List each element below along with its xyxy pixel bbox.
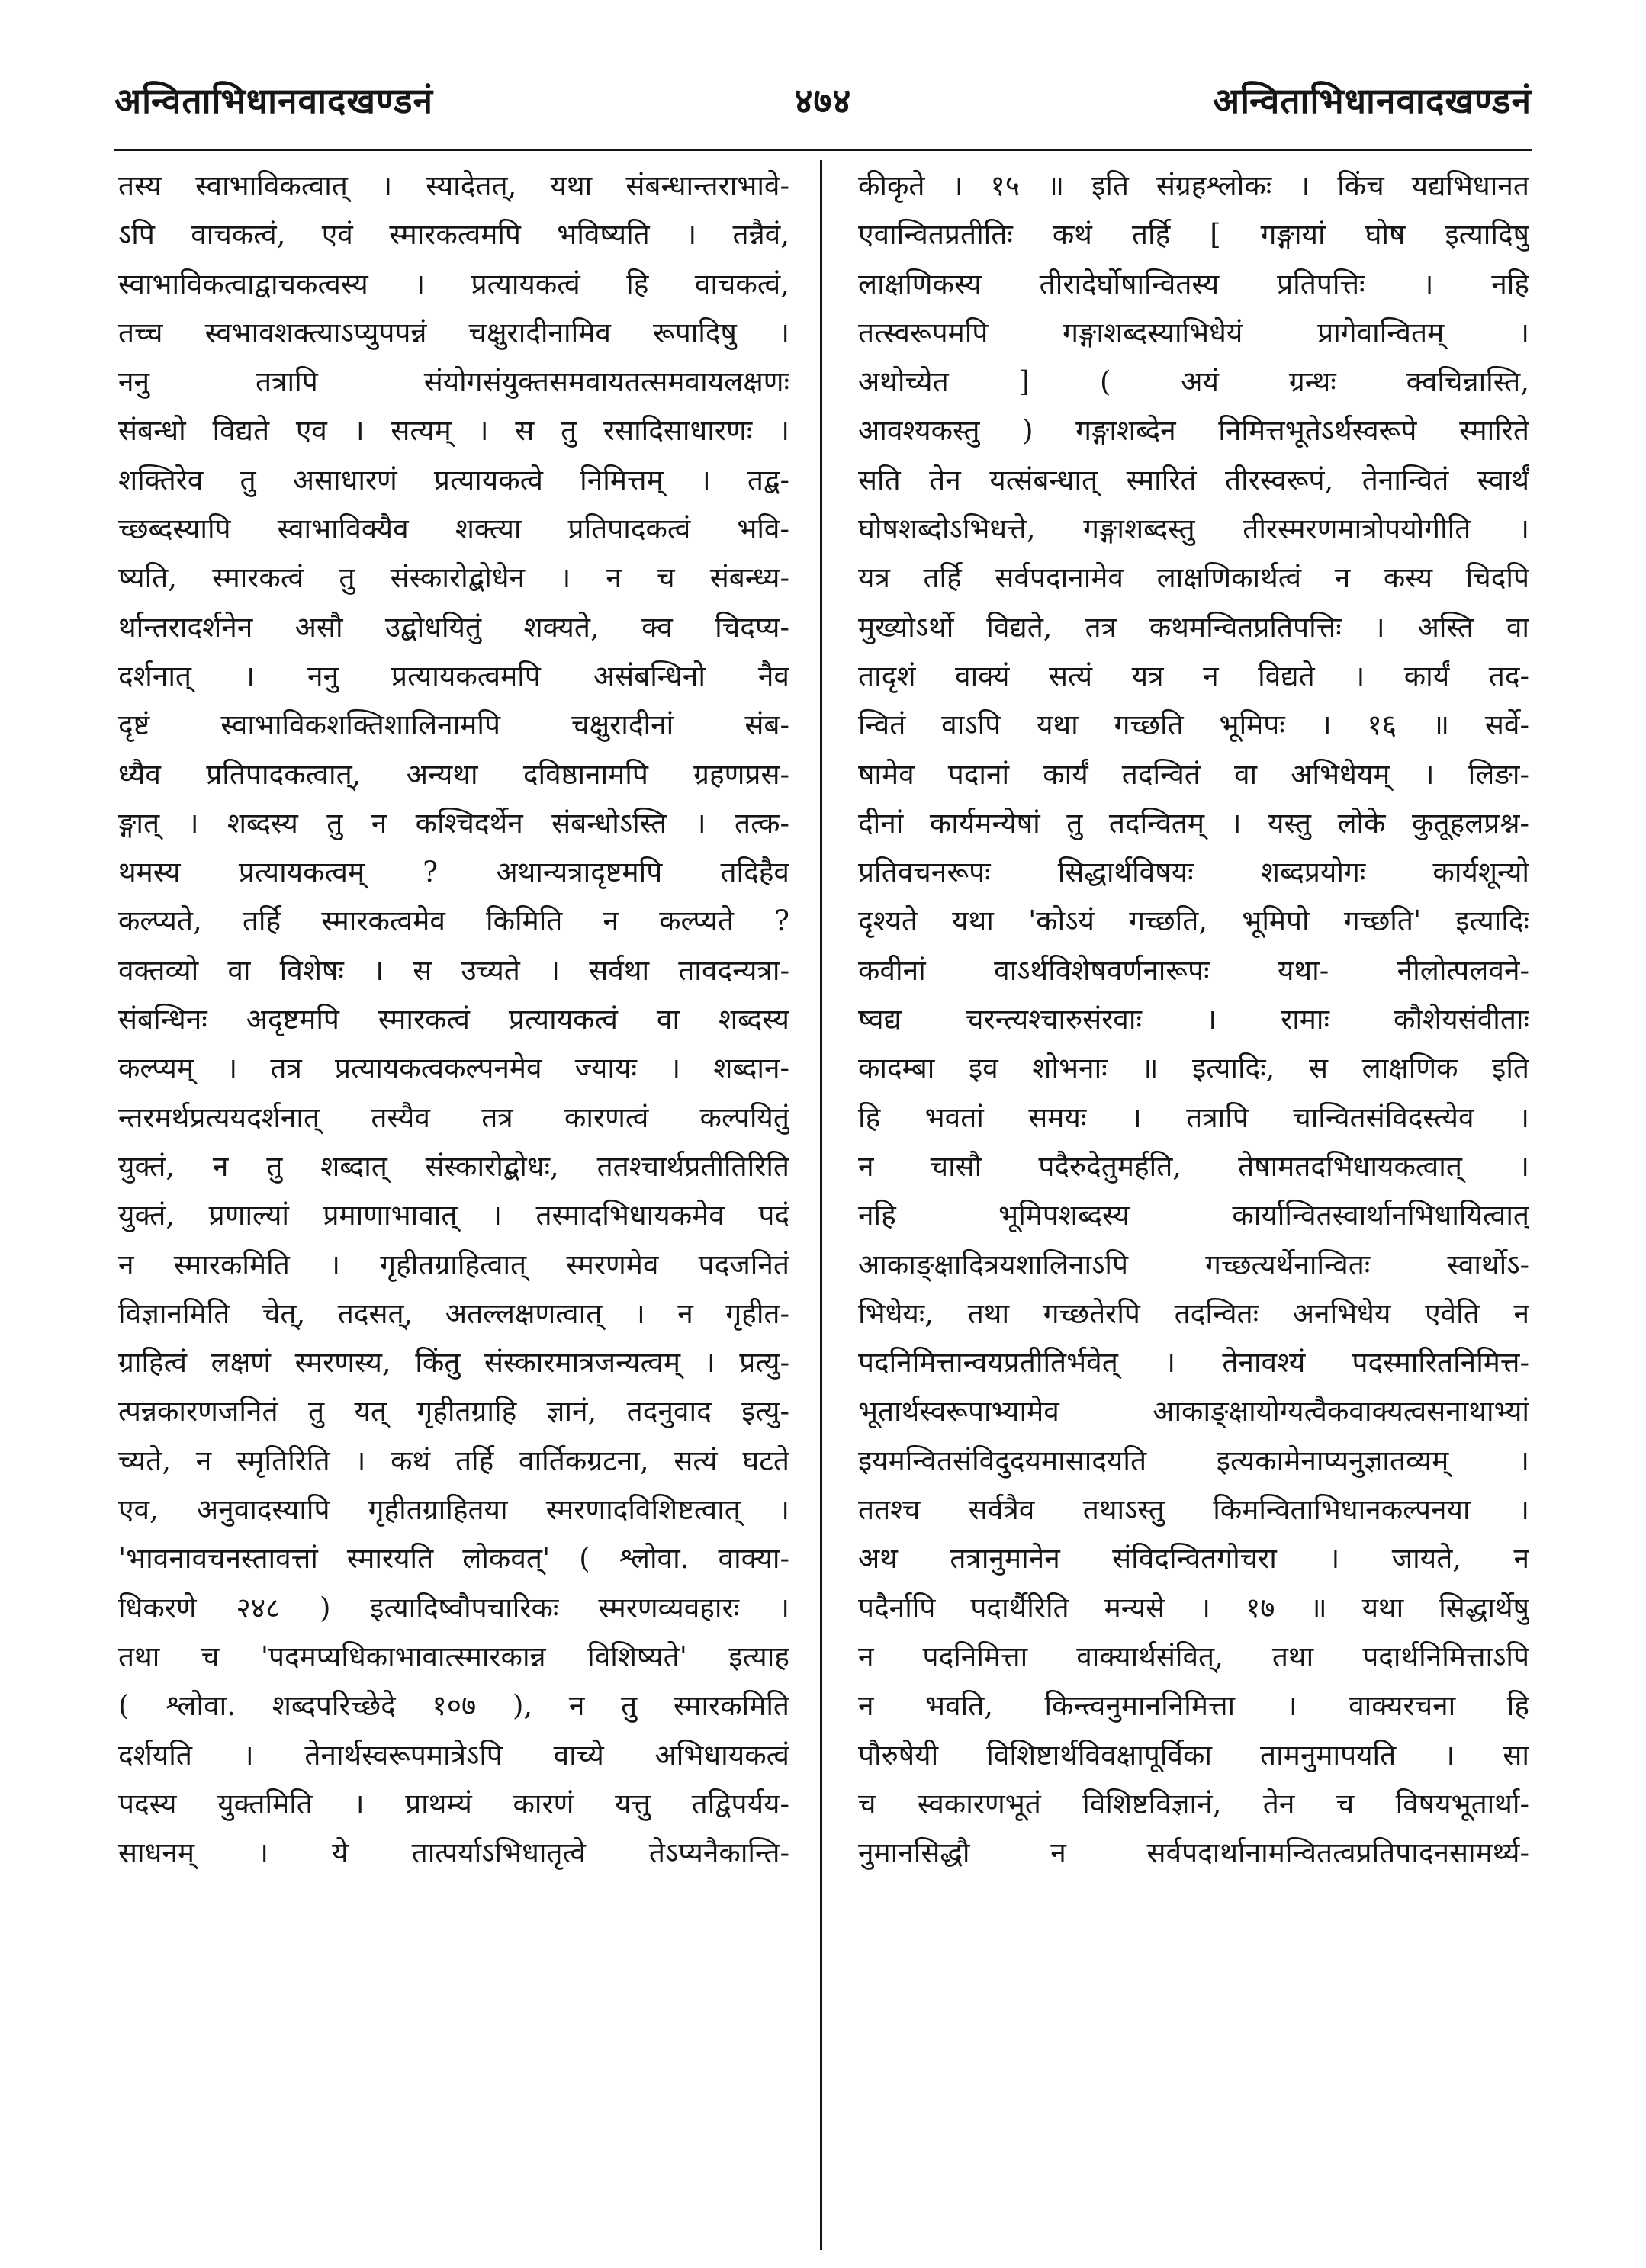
text-line: सति तेन यत्संबन्धात् स्मारितं तीरस्वरूपं, तेनान्वितं स्वार्थं <box>858 463 1529 496</box>
text-line: नहि भूमिपशब्दस्य कार्यान्वितस्वार्थानभिधायित्वात् <box>858 1199 1529 1232</box>
text-line: कल्प्यते, तर्हि स्मारकत्वमेव किमिति न कल्प्यते ? <box>118 904 789 938</box>
text-line: आवश्यकस्तु ) गङ्गाशब्देन निमित्तभूतेऽर्थस्वरूपे स्मारिते <box>858 414 1529 448</box>
text-line: थमस्य प्रत्यायकत्वम् ? अथान्यत्रादृष्टमपि तदिहैव <box>118 856 789 889</box>
text-line: न स्मारकमिति । गृहीतग्राहित्वात् स्मरणमेव पदजनितं <box>118 1248 789 1281</box>
text-line: तादृशं वाक्यं सत्यं यत्र न विद्यते । कार्यं तद- <box>858 659 1529 692</box>
left-column <box>118 162 789 2251</box>
text-line: ष्यति, स्मारकत्वं तु संस्कारोद्बोधेन । न च संबन्ध्य- <box>118 561 789 595</box>
page-header <box>0 0 1646 153</box>
text-line: दीनां कार्यमन्येषां तु तदन्वितम् । यस्तु लोके कुतूहलप्रश्न- <box>858 806 1529 840</box>
right-column <box>858 162 1529 2251</box>
text-line: दृष्टं स्वाभाविकशक्तिशालिनामपि चक्षुरादीनां संब- <box>118 708 789 742</box>
text-line: संबन्धो विद्यते एव । सत्यम् । स तु रसादिसाधारणः । <box>118 414 789 448</box>
text-line: दृश्यते यथा 'कोऽयं गच्छति, भूमिपो गच्छति' इत्यादिः <box>858 904 1529 938</box>
text-line: न पदनिमित्ता वाक्यार्थसंवित्, तथा पदार्थनिमित्ताऽपि <box>858 1640 1529 1673</box>
text-line: न चासौ पदैरुदेतुमर्हति, तेषामतदभिधायकत्वात् । <box>858 1149 1529 1183</box>
text-line: न्तरमर्थप्रत्ययदर्शनात् तस्यैव तत्र कारणत्वं कल्पयितुं <box>118 1100 789 1134</box>
page-number: ४७४ <box>794 80 852 121</box>
text-line: स्वाभाविकत्वाद्वाचकत्वस्य । प्रत्यायकत्वं हि वाचकत्वं, <box>118 267 789 300</box>
text-line: तत्स्वरूपमपि गङ्गाशब्दस्याभिधेयं प्रागेवान्वितम् । <box>858 316 1529 349</box>
text-line: वक्तव्यो वा विशेषः । स उच्यते । सर्वथा तावदन्यत्रा- <box>118 953 789 987</box>
text-line: ध्यैव प्रतिपादकत्वात्, अन्यथा दविष्ठानामपि ग्रहणप्रस- <box>118 757 789 791</box>
text-line: ततश्च सर्वत्रैव तथाऽस्तु किमन्विताभिधानकल्पनया । <box>858 1493 1529 1527</box>
text-line: शक्तिरेव तु असाधारणं प्रत्यायकत्वे निमित्तम् । तद्ब- <box>118 463 789 496</box>
text-line: विज्ञानमिति चेत्, तदसत्, अतल्लक्षणत्वात् । न गृहीत- <box>118 1296 789 1330</box>
text-line: मुख्योऽर्थो विद्यते, तत्र कथमन्वितप्रतिपत्तिः । अस्ति वा <box>858 610 1529 644</box>
text-line: कादम्बा इव शोभनाः ॥ इत्यादिः, स लाक्षणिक इति <box>858 1052 1529 1085</box>
text-line: ( श्लोवा. शब्दपरिच्छेदे १०७ ), न तु स्मारकमिति <box>118 1689 789 1723</box>
text-line: पदैर्नापि पदार्थैरिति मन्यसे । १७ ॥ यथा सिद्धार्थेषु <box>858 1591 1529 1624</box>
text-line: घोषशब्दोऽभिधत्ते, गङ्गाशब्दस्तु तीरस्मरणमात्रोपयोगीति । <box>858 512 1529 546</box>
text-line: आकाङ्क्षादित्रयशालिनाऽपि गच्छत्यर्थेनान्वितः स्वार्थोऽ- <box>858 1248 1529 1281</box>
text-line: ग्राहित्वं लक्षणं स्मरणस्य, किंतु संस्कारमात्रजन्यत्वम् । प्रत्यु- <box>118 1346 789 1380</box>
text-line: 'भावनावचनस्तावत्तां स्मारयति लोकवत्' ( श्लोवा. वाक्या- <box>118 1542 789 1576</box>
text-line: लाक्षणिकस्य तीरादेर्घोषान्वितस्य प्रतिपत्तिः । नहि <box>858 267 1529 300</box>
text-line: धिकरणे २४८ ) इत्यादिष्वौपचारिकः स्मरणव्यवहारः । <box>118 1591 789 1624</box>
text-line: पदस्य युक्तमिति । प्राथम्यं कारणं यत्तु तद्विपर्यय- <box>118 1787 789 1820</box>
text-line: ऽपि वाचकत्वं, एवं स्मारकत्वमपि भविष्यति । तन्नैवं, <box>118 218 789 252</box>
running-head-right: अन्विताभिधानवादखण्डनं <box>1212 80 1532 121</box>
text-line: ननु तत्रापि संयोगसंयुक्तसमवायतत्समवायलक्षणः <box>118 365 789 399</box>
text-line: प्रतिवचनरूपः सिद्धार्थविषयः शब्दप्रयोगः कार्यशून्यो <box>858 856 1529 889</box>
text-line: तथा च 'पदमप्यधिकाभावात्स्मारकान्न विशिष्यते' इत्याह <box>118 1640 789 1673</box>
text-line: साधनम् । ये तात्पर्याऽभिधातृत्वे तेऽप्यनैकान्ति- <box>118 1836 789 1870</box>
text-line: र्थान्तरादर्शनेन असौ उद्बोधयितुं शक्यते, क्व चिदप्य- <box>118 610 789 644</box>
header-rule <box>114 149 1532 151</box>
text-line: भूतार्थस्वरूपाभ्यामेव आकाङ्क्षायोग्यत्वैकवाक्यत्वसनाथाभ्यां <box>858 1395 1529 1428</box>
text-line: च स्वकारणभूतं विशिष्टविज्ञानं, तेन च विषयभूतार्था- <box>858 1787 1529 1820</box>
text-line: संबन्धिनः अदृष्टमपि स्मारकत्वं प्रत्यायकत्वं वा शब्दस्य <box>118 1003 789 1036</box>
text-line: ष्वद्य चरन्त्यश्चारुसंरवाः । रामाः कौशेयसंवीताः <box>858 1003 1529 1036</box>
text-line: युक्तं, प्रणाल्यां प्रमाणाभावात् । तस्मादभिधायकमेव पदं <box>118 1199 789 1232</box>
text-line: च्छब्दस्यापि स्वाभाविक्यैव शक्त्या प्रतिपादकत्वं भवि- <box>118 512 789 546</box>
text-line: षामेव पदानां कार्यं तदन्वितं वा अभिधेयम् । लिङा- <box>858 757 1529 791</box>
text-line: पौरुषेयी विशिष्टार्थविवक्षापूर्विका तामनुमापयति । सा <box>858 1738 1529 1772</box>
text-line: युक्तं, न तु शब्दात् संस्कारोद्बोधः, ततश्चार्थप्रतीतिरिति <box>118 1149 789 1183</box>
column-divider <box>820 160 822 2250</box>
text-line: एवान्वितप्रतीतिः कथं तर्हि [ गङ्गायां घोष इत्यादिषु <box>858 218 1529 252</box>
text-line: भिधेयः, तथा गच्छतेरपि तदन्वितः अनभिधेय एवेति न <box>858 1296 1529 1330</box>
text-line: अथोच्येत ] ( अयं ग्रन्थः क्वचिन्नास्ति, <box>858 365 1529 399</box>
text-line: न भवति, किन्त्वनुमाननिमित्ता । वाक्यरचना हि <box>858 1689 1529 1723</box>
text-line: हि भवतां समयः । तत्रापि चान्वितसंविदस्त्येव । <box>858 1100 1529 1134</box>
text-line: कवीनां वाऽर्थविशेषवर्णनारूपः यथा- नीलोत्पलवने- <box>858 953 1529 987</box>
text-line: ङ्गात् । शब्दस्य तु न कश्चिदर्थेन संबन्धोऽस्ति । तत्क- <box>118 806 789 840</box>
running-head-left: अन्विताभिधानवादखण्डनं <box>114 80 434 121</box>
text-line: तस्य स्वाभाविकत्वात् । स्यादेतत्, यथा संबन्धान्तराभावे- <box>118 169 789 202</box>
text-line: अथ तत्रानुमानेन संविदन्वितगोचरा । जायते, न <box>858 1542 1529 1576</box>
text-line: यत्र तर्हि सर्वपदानामेव लाक्षणिकार्थत्वं न कस्य चिदपि <box>858 561 1529 595</box>
text-line: दर्शयति । तेनार्थस्वरूपमात्रेऽपि वाच्ये अभिधायकत्वं <box>118 1738 789 1772</box>
text-line: तच्च स्वभावशक्त्याऽप्युपपन्नं चक्षुरादीनामिव रूपादिषु । <box>118 316 789 349</box>
text-line: एव, अनुवादस्यापि गृहीतग्राहितया स्मरणादविशिष्टत्वात् । <box>118 1493 789 1527</box>
text-line: दर्शनात् । ननु प्रत्यायकत्वमपि असंबन्धिनो नैव <box>118 659 789 692</box>
text-line: त्पन्नकारणजनितं तु यत् गृहीतग्राहि ज्ञानं, तदनुवाद इत्यु- <box>118 1395 789 1428</box>
text-line: नुमानसिद्धौ न सर्वपदार्थानामन्वितत्वप्रतिपादनसामर्थ्य- <box>858 1836 1529 1870</box>
text-line: कीकृते । १५ ॥ इति संग्रहश्लोकः । किंच यद्यभिधानत <box>858 169 1529 202</box>
text-line: च्यते, न स्मृतिरिति । कथं तर्हि वार्तिकग्रटना, सत्यं घटते <box>118 1444 789 1477</box>
text-line: इयमन्वितसंविदुदयमासादयति इत्यकामेनाप्यनुज्ञातव्यम् । <box>858 1444 1529 1477</box>
text-line: न्वितं वाऽपि यथा गच्छति भूमिपः । १६ ॥ सर्वे- <box>858 708 1529 742</box>
text-line: पदनिमित्तान्वयप्रतीतिर्भवेत् । तेनावश्यं पदस्मारितनिमित्त- <box>858 1346 1529 1380</box>
text-line: कल्प्यम् । तत्र प्रत्यायकत्वकल्पनमेव ज्यायः । शब्दान- <box>118 1052 789 1085</box>
